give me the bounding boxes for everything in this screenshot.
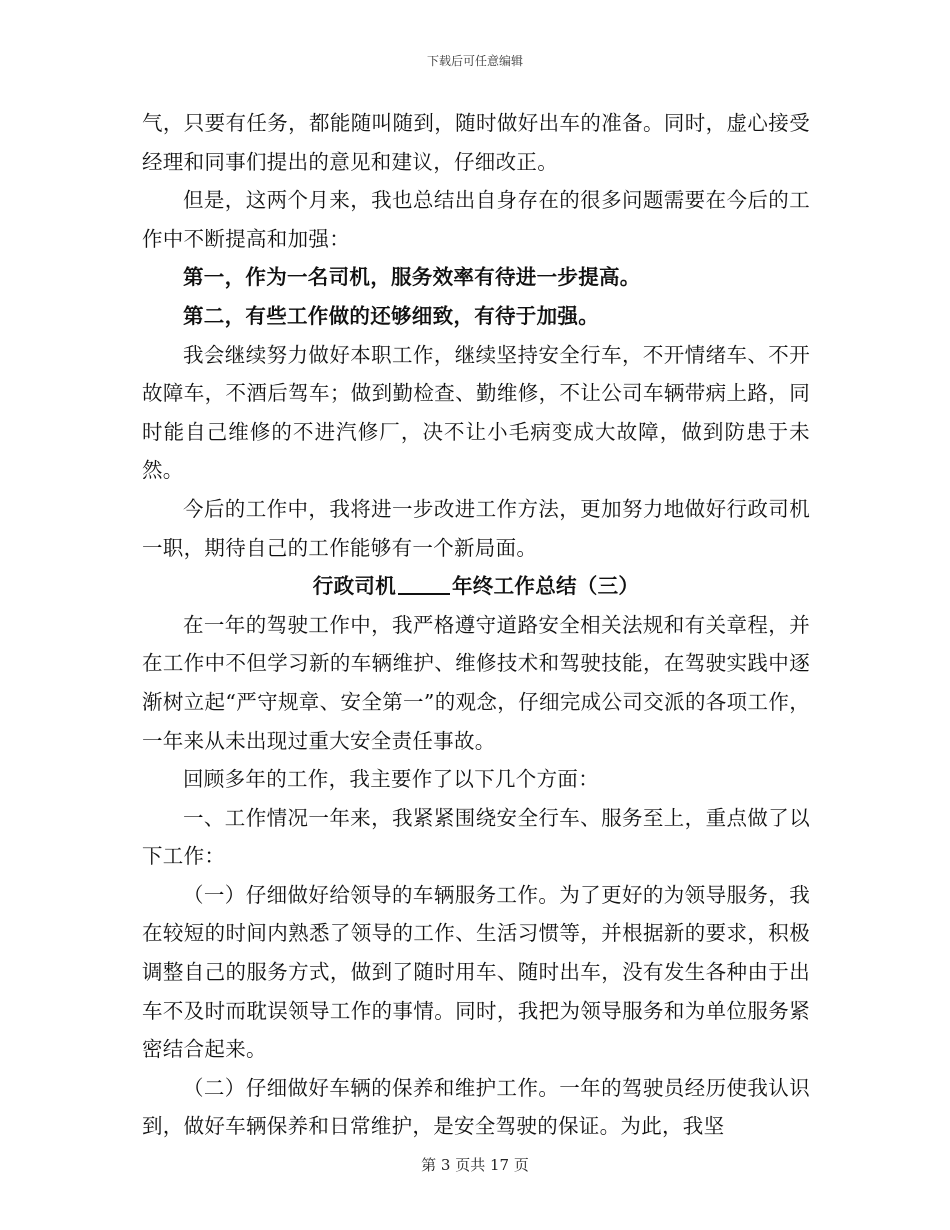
paragraph: （二）仔细做好车辆的保养和维护工作。一年的驾驶员经历使我认识到，做好车辆保养和日常维护，是安全驾驶的保证。为此，我坚 bbox=[142, 1075, 810, 1139]
paragraph: 在一年的驾驶工作中，我严格遵守道路安全相关法规和有关章程，并在工作中不但学习新的车辆维护、维修技术和驾驶技能，在驾驶实践中逐渐树立起“严守规章、安全第一”的观念，仔细完成公司交派的各项工作，一年来从未出现过重大安全责任事故。 bbox=[142, 612, 810, 753]
section-title bbox=[142, 567, 810, 606]
section-title-before: 行政司机 bbox=[312, 574, 396, 599]
bold-point: 第二，有些工作做的还够细致，有待于加强。 bbox=[183, 303, 599, 328]
paragraph: 气，只要有任务，都能随叫随到，随时做好出车的准备。同时，虚心接受经理和同事们提出的意见和建议，仔细改正。 bbox=[142, 111, 810, 174]
paragraph: （一）仔细做好给领导的车辆服务工作。为了更好的为领导服务，我在较短的时间内熟悉了领导的工作、生活习惯等，并根据新的要求，积极调整自己的服务方式，做到了随时用车、随时出车，没有发生各种由于出车不及时而耽误领导工作的事情。同时，我把为领导服务和为单位服务紧密结合起来。 bbox=[142, 882, 810, 1062]
page-footer: 第 3 页共 17 页 bbox=[421, 1156, 529, 1174]
paragraph: 今后的工作中，我将进一步改进工作方法，更加努力地做好行政司机一职，期待自己的工作能够有一个新局面。 bbox=[142, 496, 810, 560]
title-blank-line bbox=[398, 573, 450, 595]
document-body bbox=[142, 104, 810, 1146]
page-header: 下载后可任意编辑 bbox=[426, 54, 523, 68]
paragraph: 我会继续努力做好本职工作，继续坚持安全行车，不开情绪车、不开故障车，不酒后驾车；做到勤检查、勤维修，不让公司车辆带病上路，同时能自己维修的不进汽修厂，决不让小毛病变成大故障，做到防患于未然。 bbox=[142, 342, 810, 483]
bold-point: 第一，作为一名司机，服务效率有待进一步提高。 bbox=[183, 265, 641, 290]
paragraph: 一、工作情况一年来，我紧紧围绕安全行车、服务至上，重点做了以下工作： bbox=[142, 805, 810, 869]
section-title-after: 年终工作总结（三） bbox=[452, 574, 640, 599]
paragraph: 回顾多年的工作，我主要作了以下几个方面： bbox=[183, 767, 599, 792]
paragraph: 但是，这两个月来，我也总结出自身存在的很多问题需要在今后的工作中不断提高和加强： bbox=[142, 188, 810, 251]
